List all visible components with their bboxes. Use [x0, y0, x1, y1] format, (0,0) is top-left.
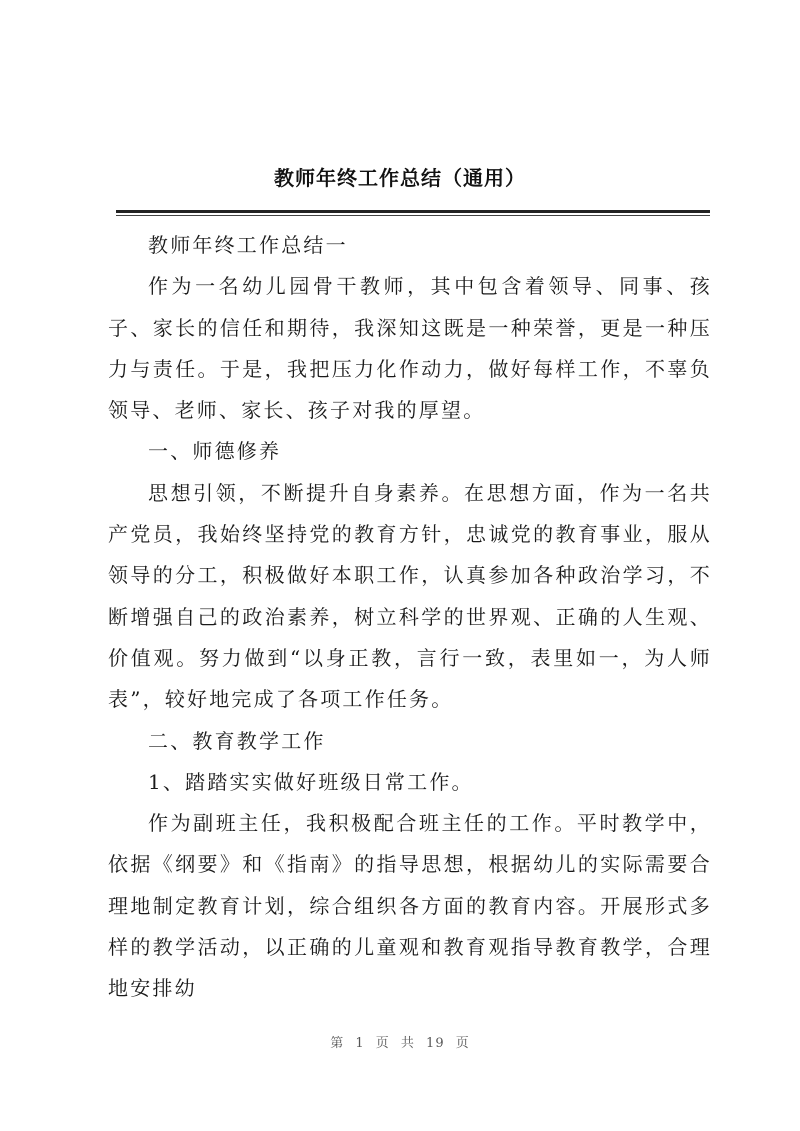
paragraph-teaching: 作为副班主任，我积极配合班主任的工作。平时教学中，依据《纲要》和《指南》的指导思想，根据幼儿的实际需要合理地制定教育计划，综合组织各方面的教育内容。开展形式多样的教学活动，以正确的儿童观和教育观指导教育教学，合理地安排幼 — [108, 811, 712, 1001]
title-divider-thin — [116, 215, 710, 216]
section-heading-ethics: 一、师德修养 — [148, 439, 282, 464]
section-heading-summary-one: 教师年终工作总结一 — [148, 233, 348, 257]
section-heading-teaching: 二、教育教学工作 — [148, 728, 326, 753]
paragraph-intro: 作为一名幼儿园骨干教师，其中包含着领导、同事、孩子、家长的信任和期待，我深知这既是一种荣誉，更是一种压力与责任。于是，我把压力化作动力，做好每样工作，不辜负领导、老师、家长、孩子对我的厚望。 — [108, 274, 712, 423]
page-footer: 第 1 页 共 19 页 — [330, 1036, 470, 1051]
document-body — [108, 225, 712, 1010]
paragraph-ethics: 思想引领，不断提升自身素养。在思想方面，作为一名共产党员，我始终坚持党的教育方针，忠诚党的教育事业，服从领导的分工，积极做好本职工作，认真参加各种政治学习，不断增强自己的政治素养，树立科学的世界观、正确的人生观、价值观。努力做到“以身正教，言行一致，表里如一，为人师表”，较好地完成了各项工作任务。 — [108, 480, 712, 712]
title-divider-thick — [116, 210, 710, 213]
document-title: 教师年终工作总结（通用） — [274, 166, 526, 190]
subheading-daily-work: 1、踏踏实实做好班级日常工作。 — [148, 769, 474, 794]
